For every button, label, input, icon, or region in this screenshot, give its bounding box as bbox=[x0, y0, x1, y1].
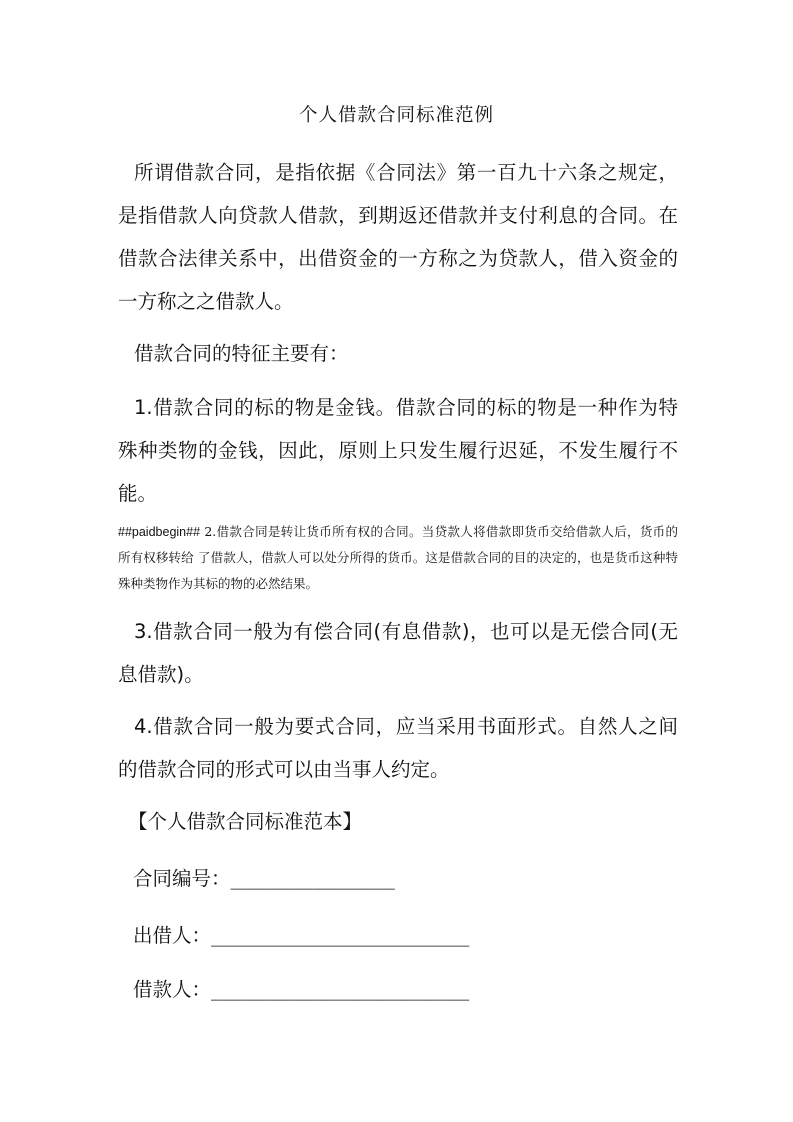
feature-2-text: 2.借款合同是转让货币所有权的合同。当贷款人将借款即货币交给借款人后，货币的所有权移转给 了借款人，借款人可以处分所得的货币。这是借款合同的目的决定的，也是货币这种特殊种类物作为其标的物的必然结果。 bbox=[118, 524, 678, 591]
contract-number-line bbox=[133, 857, 395, 900]
paid-marker: ##paidbegin## bbox=[118, 525, 201, 539]
borrower-label: 借款人： bbox=[133, 978, 212, 1001]
lender-blank: ______________________ bbox=[211, 924, 470, 947]
document-title: 个人借款合同标准范例 bbox=[298, 105, 494, 126]
borrower-line bbox=[133, 968, 469, 1011]
feature-4-paragraph: 4.借款合同一般为要式合同，应当采用书面形式。自然人之间的借款合同的形式可以由当事人约定。 bbox=[118, 715, 678, 781]
features-heading: 借款合同的特征主要有： bbox=[134, 342, 349, 365]
contract-number-blank: ______________ bbox=[230, 867, 395, 890]
template-heading: 【个人借款合同标准范本】 bbox=[128, 810, 363, 833]
feature-1-paragraph: 1.借款合同的标的物是金钱。借款合同的标的物是一种作为特殊种类物的金钱，因此，原则上只发生履行迟延，不发生履行不能。 bbox=[118, 396, 678, 505]
borrower-blank: ______________________ bbox=[211, 978, 470, 1001]
intro-paragraph: 所谓借款合同，是指依据《合同法》第一百九十六条之规定，是指借款人向贷款人借款，到期返还借款并支付利息的合同。在借款合法律关系中，出借资金的一方称之为贷款人，借入资金的一方称之之借款人。 bbox=[118, 161, 678, 313]
lender-line bbox=[133, 914, 469, 957]
contract-number-label: 合同编号： bbox=[133, 867, 231, 890]
feature-2-paragraph bbox=[118, 519, 678, 597]
lender-label: 出借人： bbox=[133, 924, 212, 947]
feature-3-paragraph: 3.借款合同一般为有偿合同(有息借款)，也可以是无偿合同(无息借款)。 bbox=[118, 620, 678, 686]
